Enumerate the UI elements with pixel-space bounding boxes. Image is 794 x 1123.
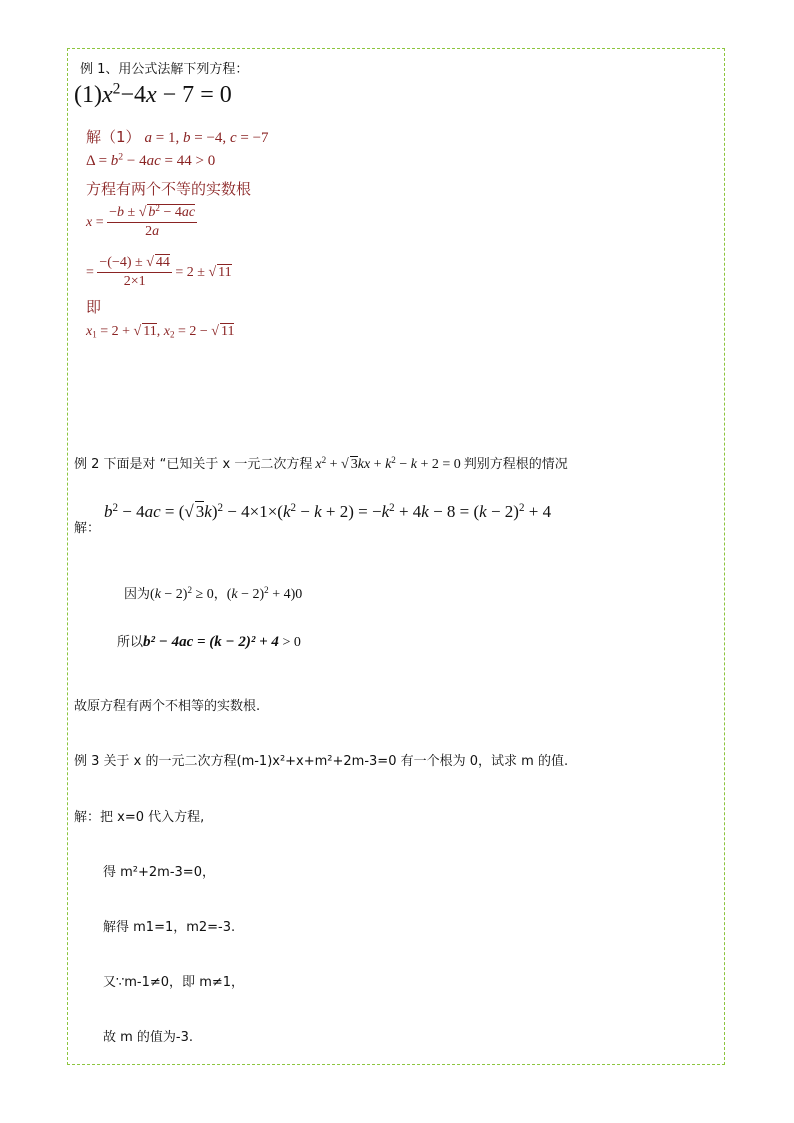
example-3-step-1: 解：把 x=0 代入方程, <box>74 810 205 825</box>
example-3-step-5: 故 m 的值为-3. <box>103 1030 194 1045</box>
example-2-intro-tail: 判别方程根的情况 <box>463 457 568 472</box>
example-3-problem: 例 3 关于 x 的一元二次方程(m-1)x²+x+m²+2m-3=0 有一个根为 0，试求 m 的值. <box>74 754 569 769</box>
quadratic-formula: x = $\frac{-b \pm √ b^2 - 4ac}{2a}$ <box>86 203 196 240</box>
solution-label: 解（1） <box>86 128 141 146</box>
example-1-title: 例 1、用公式法解下列方程： <box>80 62 249 77</box>
example-2-jie: 解： <box>74 521 101 536</box>
because-comma: ， <box>213 587 227 602</box>
equation-number: (1) <box>74 82 102 108</box>
example-3-step-2: 得 m²+2m-3=0， <box>103 865 215 880</box>
substitution-line: = $\frac{-(-4) \pm √ 44}{2\times 1}$ = 2 ± √ 11 <box>86 255 232 290</box>
equation-rhs: = 0 <box>200 82 232 108</box>
so-line: 所以b² − 4ac = (k − 2)² + 4 > 0 <box>117 634 301 650</box>
example-2-intro-text: 例 2 下面是对 “已知关于 x 一元二次方程 <box>74 457 313 472</box>
so-label: 所以 <box>117 635 144 650</box>
example-2-conclusion: 故原方程有两个不相等的实数根. <box>74 699 261 714</box>
has-two-roots-text: 方程有两个不等的实数根 <box>86 180 252 198</box>
because-line: 因为$(k - 2)^2 \ge 0$，$(k - 2)^2 + 4)0$ <box>124 585 303 602</box>
content-frame <box>67 48 725 1065</box>
example-3-step-3: 解得 m1=1，m2=-3. <box>103 920 236 935</box>
discriminant-line: $\Delta = b^2 - 4ac = 44 > 0$ <box>86 151 216 169</box>
ji-label: 即 <box>86 298 102 316</box>
example-1-equation: $(1)x^2-4x - 7 = 0$ <box>74 80 232 108</box>
roots-line: $x_1 = 2$ + √ 11, $x_2 = 2$ − √ 11 <box>86 324 235 340</box>
example-2-intro: 例 2 下面是对 “已知关于 x 一元二次方程 $x^2$ + √ $3kx + k^2 - k + 2 = 0$ 判别方程根的情况 <box>74 455 568 472</box>
example-3-step-4: 又∵m-1≠0，即 m≠1， <box>103 975 245 990</box>
solution-coefficients: 解（1） a = 1, b = −4, c = −7 <box>86 128 269 146</box>
because-label: 因为 <box>124 587 151 602</box>
example-2-discriminant: $b^2 - 4ac$ = (√ $3k)^2 - 4\times 1\times(k^2 - k + 2) = -k^2 + 4k - 8 = (k - 2)^2 + 4$ <box>104 501 552 521</box>
